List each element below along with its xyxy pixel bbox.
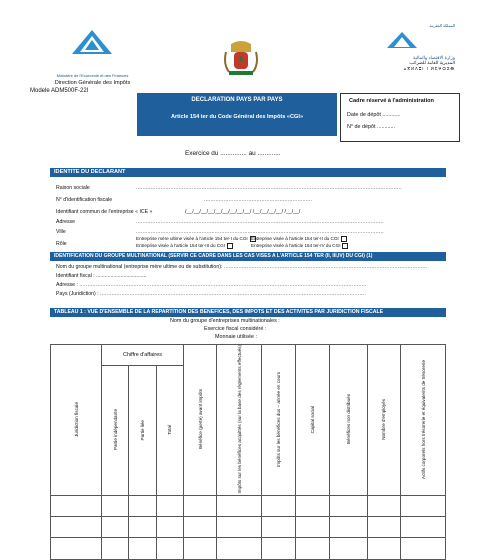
ministry-caption: Ministère de l'Economie et des Finances bbox=[56, 73, 129, 78]
table-cell[interactable] bbox=[156, 537, 183, 559]
date-depot-field[interactable]: Date de dépôt ............ bbox=[347, 112, 401, 118]
table-cell[interactable] bbox=[183, 516, 217, 537]
table-cell[interactable] bbox=[329, 516, 367, 537]
adresse-label: Adresse bbox=[56, 219, 76, 225]
role-label: Rôle bbox=[56, 241, 67, 247]
table-cell[interactable] bbox=[367, 537, 401, 559]
numero-depot-field[interactable]: N° de dépôt ............ bbox=[347, 124, 395, 130]
table-cell[interactable] bbox=[217, 495, 262, 516]
col-capital bbox=[295, 345, 329, 496]
groupe-pays-label: Pays (Juridiction) : bbox=[56, 291, 99, 297]
arabic-kingdom-text: المملكة المغربية bbox=[429, 24, 455, 28]
col-benefices-non-distribues-label: Bénéfices non distribués bbox=[345, 394, 351, 445]
table-cell[interactable] bbox=[51, 516, 102, 537]
repartition-table bbox=[50, 344, 446, 560]
ville-row[interactable] bbox=[56, 229, 384, 235]
col-juridiction bbox=[51, 345, 102, 496]
declaration-title: DECLARATION PAYS PAR PAYS bbox=[191, 97, 283, 103]
col-total-label: Total bbox=[167, 424, 173, 435]
col-actifs-label: Actifs corporels hors trésorerie et équivalents de trésorerie bbox=[420, 359, 426, 479]
table-cell[interactable] bbox=[295, 495, 329, 516]
table-cell[interactable] bbox=[262, 537, 296, 559]
adresse-dots: ....................................................................................................................................................... bbox=[136, 219, 384, 225]
groupe-header: IDENTIFICATION DU GROUPE MULTINATIONAL (SERVIR CE CADRE DANS LES CAS VISES A L'ARTICLE 154 TER (II, III,IV) DU CGI) (1) bbox=[50, 252, 446, 261]
role-option-2-label: Entreprise visée à l'article 154 ter-II du CGI bbox=[251, 236, 339, 242]
table-cell[interactable] bbox=[367, 516, 401, 537]
role-option-3-label: Entreprise visée à l'article 154 ter-III du CGI bbox=[136, 243, 225, 249]
table-cell[interactable] bbox=[102, 516, 129, 537]
col-partie-independante bbox=[102, 365, 129, 495]
raison-sociale-row[interactable] bbox=[56, 185, 402, 191]
col-juridiction-label: Juridiction fiscale bbox=[73, 401, 79, 437]
table-cell[interactable] bbox=[295, 516, 329, 537]
groupe-identifiant-row[interactable] bbox=[56, 273, 147, 279]
model-number: Modele ADM500F-22I bbox=[30, 88, 89, 94]
table-cell[interactable] bbox=[262, 495, 296, 516]
col-partie-independante-label: Partie indépendante bbox=[112, 409, 118, 451]
raison-sociale-dots: .................................................................................................................................................................. bbox=[136, 185, 402, 191]
role-option-1[interactable] bbox=[136, 236, 256, 242]
table-cell[interactable] bbox=[401, 516, 446, 537]
col-benefices-non-distribues bbox=[329, 345, 367, 496]
table-cell[interactable] bbox=[51, 495, 102, 516]
table-cell[interactable] bbox=[295, 537, 329, 559]
groupe-nom-label: Nom du groupe multinational (entreprise mère ultime ou de substitution): bbox=[56, 264, 223, 270]
col-benefice bbox=[183, 345, 217, 496]
role-option-4[interactable] bbox=[251, 243, 348, 249]
col-partie-liee-label: Partie liée bbox=[139, 419, 145, 440]
col-partie-liee bbox=[129, 365, 156, 495]
identite-header: IDENTITE DU DECLARANT bbox=[50, 168, 446, 177]
tableau-header: TABLEAU 1 : VUE D'ENSEMBLE DE LA REPARTITION DES BENEFICES, DES IMPOTS ET DES ACTIVITES PAR JURIDICTION FISCALE bbox=[50, 308, 446, 317]
ice-row[interactable] bbox=[56, 209, 301, 215]
groupe-pays-row[interactable] bbox=[56, 291, 366, 297]
table-cell[interactable] bbox=[51, 537, 102, 559]
ministry-logo-left bbox=[30, 24, 155, 84]
table-cell[interactable] bbox=[129, 495, 156, 516]
identification-fiscale-label: N° d'identification fiscale bbox=[56, 197, 113, 203]
tableau-nom-groupe[interactable]: Nom du groupe d'entreprises multinationales : bbox=[170, 318, 280, 324]
dgi-caption: Direction Générale des Impôts bbox=[54, 79, 131, 86]
col-impots-dus-label: Impôts sur les bénéfices dus – année en cours bbox=[275, 371, 281, 467]
table-cell[interactable] bbox=[329, 495, 367, 516]
table-cell[interactable] bbox=[129, 537, 156, 559]
admin-reserved-box bbox=[340, 93, 460, 142]
role-option-4-checkbox[interactable] bbox=[342, 243, 348, 249]
table-cell[interactable] bbox=[401, 495, 446, 516]
raison-sociale-label: Raison sociale bbox=[56, 185, 90, 191]
groupe-adresse-row[interactable] bbox=[56, 282, 367, 288]
table-cell[interactable] bbox=[156, 516, 183, 537]
table-row bbox=[51, 537, 446, 559]
ville-dots: ....................................................................................................................................................... bbox=[136, 229, 384, 235]
table-cell[interactable] bbox=[262, 516, 296, 537]
exercice-period[interactable]: Exercice du ............... au ............. bbox=[185, 150, 281, 157]
table-row bbox=[51, 495, 446, 516]
adresse-row[interactable] bbox=[56, 219, 384, 225]
role-row bbox=[56, 241, 67, 247]
table-cell[interactable] bbox=[102, 537, 129, 559]
arabic-dgi-text: المديرية العامة للضرائب bbox=[409, 60, 455, 66]
ministry-emblem-right-icon bbox=[340, 30, 465, 50]
table-cell[interactable] bbox=[183, 537, 217, 559]
ice-label: Identifiant commun de l'entreprise « ICE » bbox=[56, 209, 153, 215]
identification-fiscale-row[interactable] bbox=[56, 197, 313, 203]
groupe-identifiant-label: Identifiant fiscal : ................................... bbox=[56, 273, 147, 279]
declaration-subtitle: Article 154 ter du Code Général des Impôts «CGI» bbox=[170, 114, 304, 120]
role-option-3[interactable] bbox=[136, 243, 233, 249]
royal-coat-of-arms-icon bbox=[223, 38, 259, 78]
ice-boxes[interactable]: /__/__/__/__/__/__/__/__/__/ /__/__/__/__/ /__/__/ bbox=[185, 209, 301, 215]
role-option-2[interactable] bbox=[251, 236, 347, 242]
col-impots-dus bbox=[262, 345, 296, 496]
groupe-nom-dots: ............................................................................................................................ bbox=[223, 264, 428, 270]
chiffre-affaires-header bbox=[102, 345, 184, 366]
groupe-pays-dots: .................................................................................................................................................................. bbox=[100, 291, 367, 297]
tableau-exercice[interactable]: Exercice fiscal considéré : bbox=[204, 326, 267, 332]
groupe-adresse-dots: ............................................................................................................................................................................... bbox=[79, 282, 367, 288]
identification-fiscale-dots: .................................................................. bbox=[204, 197, 313, 203]
table-cell[interactable] bbox=[367, 495, 401, 516]
col-impots-acquittes bbox=[217, 345, 262, 496]
role-option-2-checkbox[interactable] bbox=[341, 236, 347, 242]
col-employes bbox=[367, 345, 401, 496]
col-total bbox=[156, 365, 183, 495]
groupe-nom-row[interactable] bbox=[56, 264, 427, 270]
col-capital-label: Capital social bbox=[309, 405, 315, 433]
chiffre-affaires-label: Chiffre d'affaires bbox=[123, 351, 162, 358]
table-cell[interactable] bbox=[217, 516, 262, 537]
admin-box-title: Cadre réservé à l'administration bbox=[349, 98, 434, 104]
declaration-banner bbox=[137, 93, 337, 136]
col-employes-label: Nombre d'employés bbox=[381, 398, 387, 440]
table-cell[interactable] bbox=[183, 495, 217, 516]
role-option-3-checkbox[interactable] bbox=[227, 243, 233, 249]
col-benefice-label: Bénéfice (perte) avant impôts bbox=[197, 389, 203, 450]
role-option-1-label: Entreprise mère ultime visée à l'article 154 ter-I du CGI bbox=[136, 236, 248, 242]
table-cell[interactable] bbox=[102, 495, 129, 516]
arabic-ministry-text: وزارة الاقتصاد والمالية bbox=[413, 54, 455, 60]
ministry-logo-right bbox=[340, 24, 465, 84]
tableau-monnaie[interactable]: Monnaie utilisée : bbox=[215, 334, 257, 340]
role-option-4-label: Entreprise visée à l'article 154 ter-IV du CGI bbox=[251, 243, 341, 249]
ministry-emblem-icon bbox=[30, 24, 155, 68]
groupe-adresse-label: Adresse : bbox=[56, 282, 78, 288]
col-impots-acquittes-label: Impôts sur les bénéfices acquittés (sur la base des règlements effectués) bbox=[236, 345, 242, 494]
ville-label: Ville bbox=[56, 229, 66, 235]
col-actifs bbox=[401, 345, 446, 496]
table-cell[interactable] bbox=[401, 537, 446, 559]
table-cell[interactable] bbox=[217, 537, 262, 559]
table-cell[interactable] bbox=[156, 495, 183, 516]
table-cell[interactable] bbox=[329, 537, 367, 559]
table-row bbox=[51, 516, 446, 537]
tifinagh-text: ⴰⴳⵍⴷⵓⵏ ⵏ ⵍⵎⵖⵔⵉⴱ bbox=[403, 65, 455, 71]
table-cell[interactable] bbox=[129, 516, 156, 537]
